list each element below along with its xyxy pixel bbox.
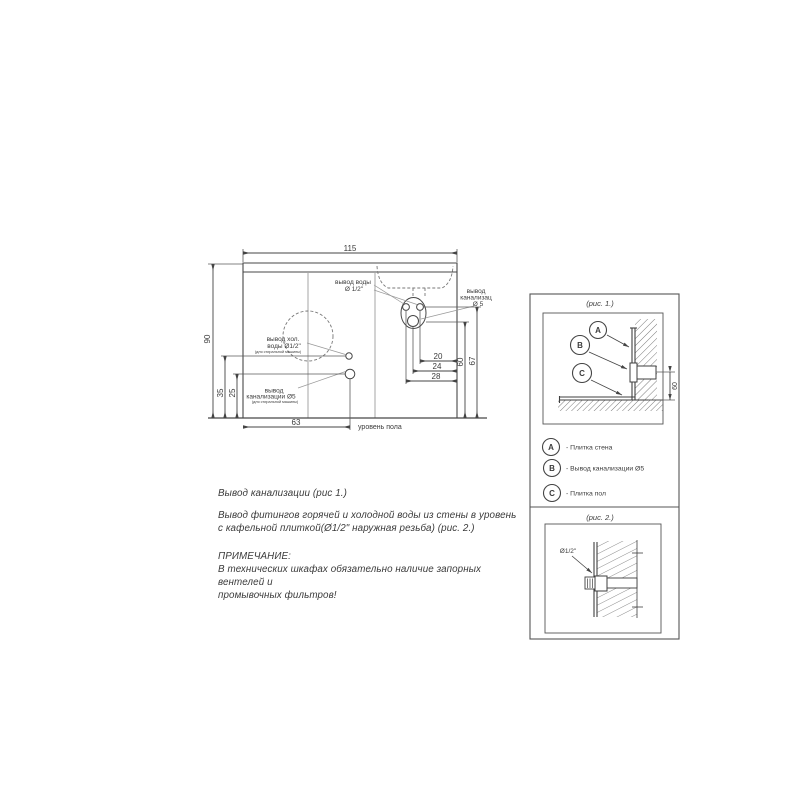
dim-90: 90 [203,334,212,344]
dim-20: 20 [433,352,443,361]
legend-a-letter: A [548,443,554,452]
dim-67: 67 [468,356,477,366]
fig2-pipe-body [605,578,637,588]
fig1-pipe-flange [630,363,637,382]
dim-28: 28 [431,372,441,381]
legend-c-text: - Плитка пол [566,490,606,498]
cold-water-outlet-circle [346,353,352,359]
fig1-drawing [543,313,679,424]
note-fittings-line1: Вывод фитингов горячей и холодной воды из стены в уровень [218,509,517,521]
water-outlet-hole-right [417,304,424,311]
dim-115: 115 [343,244,357,253]
dim-35: 35 [216,388,225,398]
cold-water-outlet-label [255,336,302,354]
figures-panel [528,290,684,644]
legend-a-text: - Плитка стена [566,444,613,452]
legend-b-text: - Вывод канализации Ø5 [566,465,645,473]
sewage-right-l2: канализац [460,294,492,302]
fig2-drawing [545,524,661,633]
dim-63: 63 [291,418,301,427]
sewage-outlet-circle [345,369,355,379]
fig2-fitting [595,576,607,591]
fig1-wall-hatch [635,319,657,400]
fig1-title: (рис. 1.) [586,299,614,308]
legend-b-letter: B [549,464,555,473]
sewage-right-l1: вывод [466,288,486,295]
dim-24: 24 [432,362,442,371]
fig1-callout-c-letter: C [579,369,585,378]
fig1-callout-b-letter: B [577,341,583,350]
sewage-outlet-right-label [460,288,492,308]
note-remark-title: ПРИМЕЧАНИЕ: [218,551,291,563]
water-outlet-label-l1: вывод воды [335,279,371,286]
water-outlet-label [335,279,371,293]
sink-outline-dashed [377,266,453,288]
note-remark-line2: промывочных фильтров! [218,589,337,601]
fig1-dim-60: 60 [672,382,679,390]
sewage-left-l1: вывод [264,387,284,395]
floor-level-label: уровень пола [358,424,402,431]
sewage-left-sub: (для стиральной машины) [251,400,299,404]
faucet-mounting-plate [401,298,426,329]
cold-water-l2: воды Ø1/2" [267,343,301,350]
fig1-pipe-body [637,366,656,379]
water-outlet-hole-left [403,304,410,311]
sewage-left-l2: канализации Ø5 [246,393,296,401]
fig1-callout-a-letter: A [595,326,601,335]
fig2-diameter-label: Ø1/2" [559,548,577,555]
water-outlet-label-l2: Ø 1/2" [344,286,364,293]
note-remark [218,551,528,602]
dim-60: 60 [456,357,465,367]
sewage-outlet-left-label [246,388,299,405]
notes-block [218,488,528,603]
sewage-outlet-hole [408,316,419,327]
note-remark-line1: В технических шкафах обязательно наличие запорных вентелей и [218,564,481,588]
note-sewage: Вывод канализации (рис 1.) [218,488,347,499]
fig1-floor-hatch [558,400,663,411]
fig2-title: (рис. 2.) [586,513,614,522]
dim-25: 25 [228,388,237,398]
legend-c-letter: C [549,489,555,498]
note-fittings [218,510,528,536]
cold-water-l1: вывод хол. [266,336,300,343]
sewage-right-l3: Ø 5 [472,301,484,308]
cold-water-sub: (для стиральной машины) [254,349,302,354]
note-fittings-line2: с кафельной плиткой(Ø1/2" наружная резьба) (рис. 2.) [218,522,475,534]
main-drawing [192,240,512,440]
